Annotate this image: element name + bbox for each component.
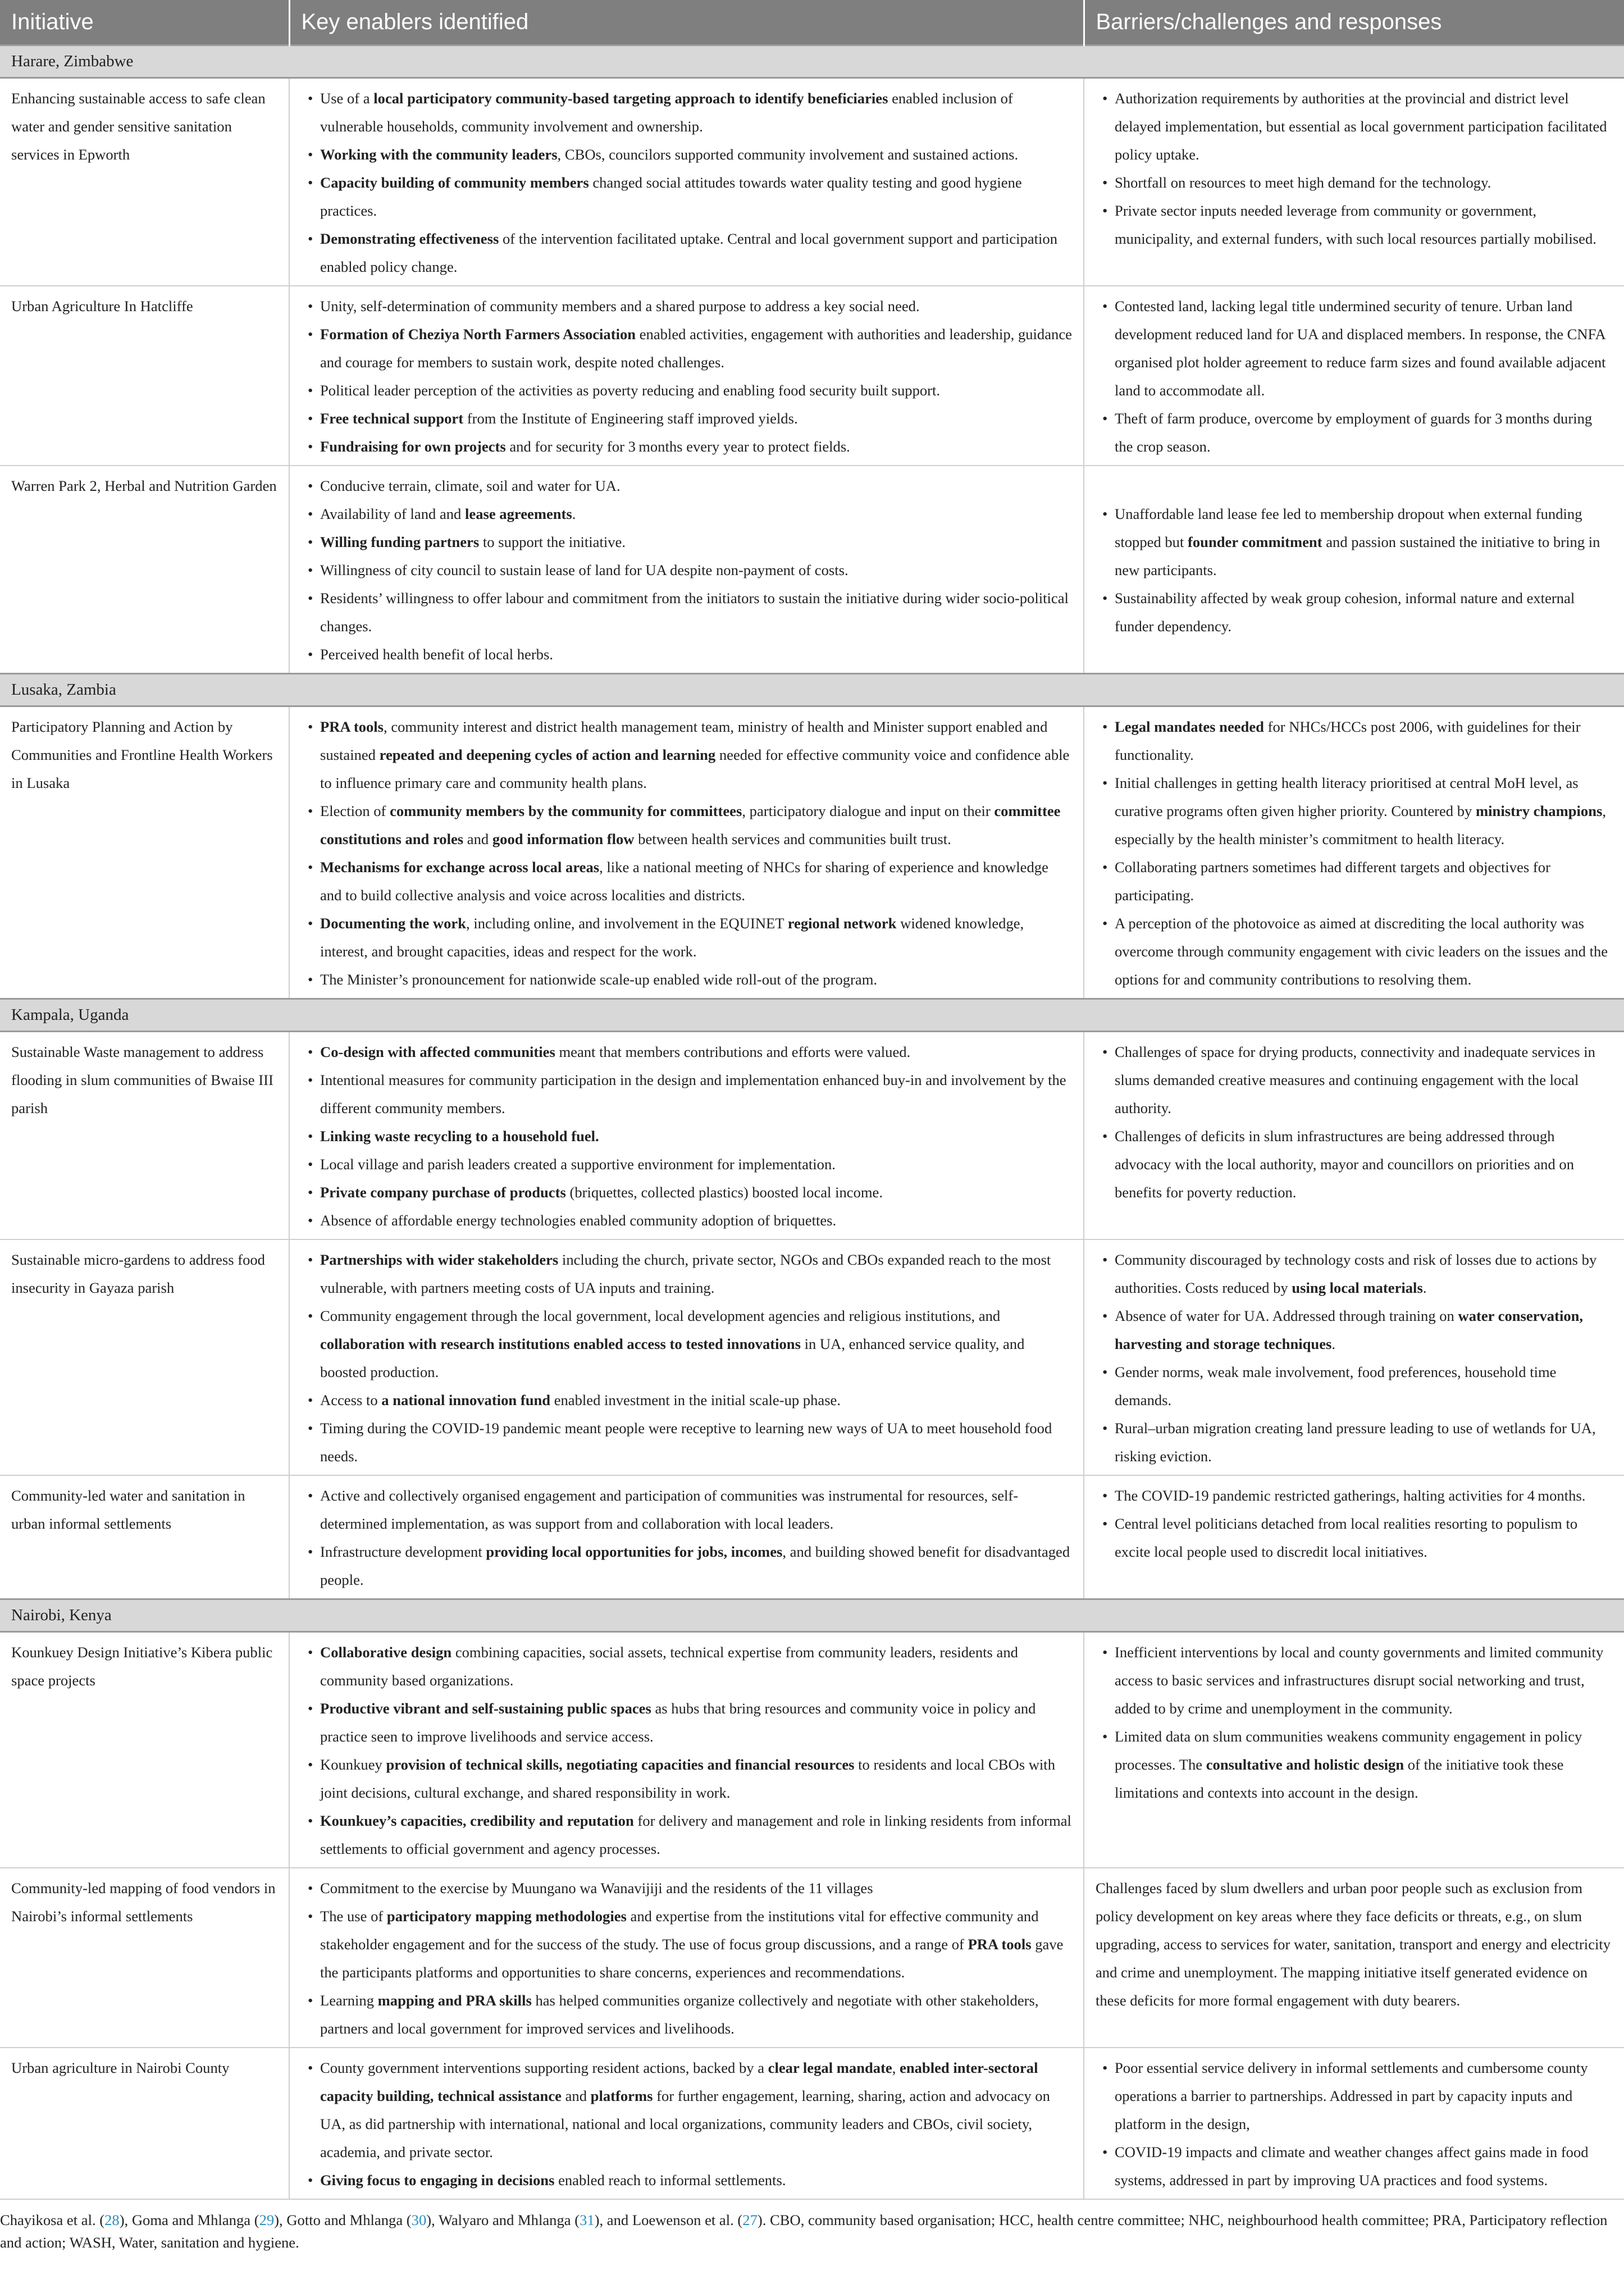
text-run: The Minister’s pronouncement for nationwide scale-up enabled wide roll-out of the program. <box>320 970 878 988</box>
list-item <box>301 1206 1072 1234</box>
table-row <box>0 286 1624 466</box>
text-run: . <box>572 505 576 522</box>
header-key-enablers: Key enablers identified <box>289 0 1084 45</box>
bold-text: Giving focus to engaging in decisions <box>320 2171 555 2189</box>
enablers-cell <box>289 466 1084 674</box>
bold-text: provision of technical skills, negotiating capacities and financial resources <box>386 1756 855 1773</box>
enablers-cell <box>289 706 1084 999</box>
barriers-cell <box>1084 1031 1624 1239</box>
text-run: . <box>1422 1279 1427 1296</box>
list-item <box>1096 584 1613 640</box>
list-item <box>301 1386 1072 1414</box>
table-row <box>0 1239 1624 1475</box>
bold-text: regional network <box>787 914 897 932</box>
region-row <box>0 45 1624 77</box>
text-run: for further engagement, learning, sharing, action and advocacy on UA, as did partnership with international, national and local organizations, community leaders and CBOs, civil society, academia, and private sector. <box>320 2087 1050 2160</box>
list-item <box>301 1178 1072 1206</box>
region-row <box>0 999 1624 1031</box>
table-footnote <box>0 2200 1624 2254</box>
enablers-list <box>301 2054 1072 2194</box>
text-run: for NHCs/HCCs post 2006, with guidelines for their functionality. <box>1115 718 1581 763</box>
bold-text: committee constitutions and roles <box>320 802 1061 847</box>
barriers-list <box>1096 1481 1613 1566</box>
list-item <box>301 376 1072 404</box>
bold-text: Formation of Cheziya North Farmers Association <box>320 325 636 343</box>
bold-text: lease agreements <box>465 505 572 522</box>
list-item <box>301 404 1072 432</box>
bold-text: using local materials <box>1292 1279 1423 1296</box>
bold-text: enabled inter-sectoral capacity building, technical assistance <box>320 2059 1038 2104</box>
barriers-cell <box>1084 2048 1624 2199</box>
list-item <box>1096 1038 1613 1122</box>
initiative-cell: Sustainable Waste management to address flooding in slum communities of Bwaise III parish <box>0 1031 289 1239</box>
list-item <box>301 584 1072 640</box>
list-item <box>1096 1510 1613 1566</box>
reference-link[interactable]: 31 <box>580 2211 595 2228</box>
text-run: Collaborating partners sometimes had different targets and objectives for participating. <box>1115 858 1550 904</box>
table-row <box>0 1475 1624 1599</box>
list-item <box>301 292 1072 320</box>
enablers-cell <box>289 1031 1084 1239</box>
text-run: as hubs that bring resources and community voice in policy and practice seen to improve livelihoods and service access. <box>320 1699 1036 1745</box>
region-name: Harare, Zimbabwe <box>0 45 1624 77</box>
list-item <box>1096 500 1613 584</box>
barriers-cell <box>1084 1239 1624 1475</box>
list-item <box>301 797 1072 853</box>
barriers-list <box>1096 1246 1613 1470</box>
bold-text: Mechanisms for exchange across local areas <box>320 858 600 876</box>
list-item <box>301 1066 1072 1122</box>
text-run: widened knowledge, interest, and brought capacities, ideas and respect for the work. <box>320 914 1024 960</box>
list-item <box>301 1902 1072 1986</box>
list-item <box>301 432 1072 461</box>
list-item <box>1096 404 1613 461</box>
barriers-list <box>1096 1038 1613 1206</box>
reference-link[interactable]: 30 <box>411 2211 427 2228</box>
text-run: Commitment to the exercise by Muungano wa Wanavijiji and the residents of the 11 villages <box>320 1879 873 1897</box>
list-item <box>301 472 1072 500</box>
list-item <box>301 1122 1072 1150</box>
initiative-cell: Sustainable micro-gardens to address food insecurity in Gayaza parish <box>0 1239 289 1475</box>
text-run: and <box>463 830 492 847</box>
text-run: Election of <box>320 802 390 819</box>
barriers-cell <box>1084 1475 1624 1599</box>
list-item <box>1096 168 1613 197</box>
text-run: , community interest and district health management team, ministry of health and Minister support enabled and sustained <box>320 718 1048 763</box>
enablers-list <box>301 1246 1072 1470</box>
region-row <box>0 673 1624 706</box>
list-item <box>1096 1638 1613 1722</box>
enablers-list <box>301 472 1072 668</box>
barriers-list <box>1096 500 1613 640</box>
bold-text: Working with the community leaders <box>320 145 558 163</box>
text-run: Residents’ willingness to offer labour and commitment from the initiators to sustain the initiative during wider socio-political changes. <box>320 589 1069 635</box>
barriers-paragraph <box>1096 1874 1613 2014</box>
text-run: Authorization requirements by authorities at the provincial and district level delayed implementation, but essential as local government participation facilitated policy uptake. <box>1115 89 1607 163</box>
footnote-text: ). CBO, community based organisation; HCC, health centre committee; NHC, neighbourhood health committee; PRA, Participatory reflection and action; WASH, Water, sanitation and hygiene. <box>0 2211 1608 2251</box>
reference-link[interactable]: 27 <box>742 2211 758 2228</box>
region-name: Kampala, Uganda <box>0 999 1624 1031</box>
text-run: between health services and communities built trust. <box>634 830 951 847</box>
barriers-list <box>1096 2054 1613 2194</box>
text-run: needed for effective community voice and confidence able to influence primary care and community health plans. <box>320 746 1070 791</box>
list-item <box>301 500 1072 528</box>
text-run: Central level politicians detached from local realities resorting to populism to excite local people used to discredit local initiatives. <box>1115 1515 1578 1560</box>
text-run: Challenges faced by slum dwellers and urban poor people such as exclusion from policy development on key areas where they face deficits or threats, e.g., on slum upgrading, access to services for water, sanitation, transport and energy and electricity and crime and unemployment. The mapping initiative itself generated evidence on these deficits for more formal engagement with duty bearers. <box>1096 1879 1611 2009</box>
bold-text: Capacity building of community members <box>320 174 589 191</box>
enablers-list <box>301 1638 1072 1863</box>
text-run: in UA, enhanced service quality, and boosted production. <box>320 1335 1025 1380</box>
bold-text: providing local opportunities for jobs, incomes <box>486 1543 783 1560</box>
barriers-list <box>1096 713 1613 993</box>
table-row <box>0 1631 1624 1868</box>
text-run: Absence of affordable energy technologies enabled community adoption of briquettes. <box>320 1211 837 1229</box>
text-run: , and building showed benefit for disadvantaged people. <box>320 1543 1070 1588</box>
text-run: Rural–urban migration creating land pressure leading to use of wetlands for UA, risking eviction. <box>1115 1419 1596 1465</box>
footnote-text: ), Gotto and Mhlanga ( <box>274 2211 412 2228</box>
list-item <box>301 528 1072 556</box>
enablers-list <box>301 713 1072 993</box>
bold-text: Willing funding partners <box>320 533 480 550</box>
text-run: Intentional measures for community participation in the design and implementation enhanced buy-in and involvement by the different community members. <box>320 1071 1066 1116</box>
barriers-cell <box>1084 1868 1624 2048</box>
text-run: Shortfall on resources to meet high demand for the technology. <box>1115 174 1491 191</box>
text-run: Access to <box>320 1391 382 1408</box>
text-run: Infrastructure development <box>320 1543 486 1560</box>
bold-text: PRA tools <box>320 718 384 735</box>
text-run: Active and collectively organised engagement and participation of communities was instrumental for resources, self-determined implementation, as was support from and collaboration with local leaders. <box>320 1487 1019 1532</box>
text-run: and expertise from the institutions vital for effective community and stakeholder engagement and for the success of the study. The use of focus group discussions, and a range of <box>320 1907 1039 1953</box>
text-run: for delivery and management and role in linking residents from informal settlements to official government and agency processes. <box>320 1812 1071 1857</box>
bold-text: Linking waste recycling to a household fuel. <box>320 1127 599 1145</box>
enablers-cell <box>289 1631 1084 1868</box>
table-header <box>0 0 1624 45</box>
barriers-cell <box>1084 286 1624 466</box>
text-run: , including online, and involvement in the EQUINET <box>466 914 788 932</box>
barriers-cell <box>1084 466 1624 674</box>
list-item <box>1096 2138 1613 2194</box>
bold-text: collaboration with research institutions enabled access to tested innovations <box>320 1335 801 1352</box>
text-run: (briquettes, collected plastics) boosted local income. <box>565 1183 883 1201</box>
enablers-list <box>301 84 1072 281</box>
text-run: County government interventions supporting resident actions, backed by a <box>320 2059 768 2076</box>
bold-text: Productive vibrant and self-sustaining public spaces <box>320 1699 651 1717</box>
bold-text: consultative and holistic design <box>1206 1756 1404 1773</box>
reference-link[interactable]: 28 <box>104 2211 120 2228</box>
text-run: enabled investment in the initial scale-up phase. <box>550 1391 841 1408</box>
text-run: , like a national meeting of NHCs for sharing of experience and knowledge and to build collective analysis and voice across localities and districts. <box>320 858 1048 904</box>
initiative-cell: Participatory Planning and Action by Communities and Frontline Health Workers in Lusaka <box>0 706 289 999</box>
list-item <box>1096 292 1613 404</box>
text-run: Timing during the COVID-19 pandemic meant people were receptive to learning new ways of UA to meet household food needs. <box>320 1419 1052 1465</box>
footnote-text: ), Goma and Mhlanga ( <box>119 2211 259 2228</box>
table-row <box>0 706 1624 999</box>
bold-text: Partnerships with wider stakeholders <box>320 1251 559 1268</box>
list-item <box>1096 1302 1613 1358</box>
bold-text: Free technical support <box>320 409 464 427</box>
bold-text: Demonstrating effectiveness <box>320 230 499 247</box>
list-item <box>301 853 1072 909</box>
bold-text: good information flow <box>492 830 635 847</box>
list-item <box>301 225 1072 281</box>
text-run: Theft of farm produce, overcome by employment of guards for 3 months during the crop season. <box>1115 409 1593 455</box>
text-run: Community discouraged by technology costs and risk of losses due to actions by authorities. Costs reduced by <box>1115 1251 1597 1296</box>
initiative-cell: Kounkuey Design Initiative’s Kibera public space projects <box>0 1631 289 1868</box>
text-run: , <box>892 2059 900 2076</box>
text-run: , CBOs, councilors supported community involvement and sustained actions. <box>557 145 1019 163</box>
barriers-list <box>1096 1638 1613 1807</box>
list-item <box>301 713 1072 797</box>
bold-text: Kounkuey’s capacities, credibility and reputation <box>320 1812 634 1829</box>
text-run: has helped communities organize collectively and negotiate with other stakeholders, partners and local government for improved services and livelihoods. <box>320 1991 1039 2037</box>
text-run: changed social attitudes towards water quality testing and good hygiene practices. <box>320 174 1022 219</box>
footnote-text: Chayikosa et al. ( <box>0 2211 105 2228</box>
list-item <box>1096 84 1613 168</box>
footnote-text: ), Walyaro and Mhlanga ( <box>426 2211 580 2228</box>
text-run: and for security for 3 months every year to protect fields. <box>505 437 850 455</box>
initiative-cell: Urban agriculture in Nairobi County <box>0 2048 289 2199</box>
list-item <box>1096 1414 1613 1470</box>
table-row <box>0 77 1624 286</box>
enablers-list <box>301 292 1072 461</box>
list-item <box>301 1874 1072 1902</box>
list-item <box>301 1750 1072 1807</box>
text-run: Kounkuey <box>320 1756 386 1773</box>
barriers-list <box>1096 292 1613 461</box>
bold-text: Fundraising for own projects <box>320 437 506 455</box>
text-run: COVID-19 impacts and climate and weather changes affect gains made in food systems, addressed in part by improving UA practices and food systems. <box>1115 2143 1589 2189</box>
bold-text: Legal mandates needed <box>1115 718 1264 735</box>
text-run: to residents and local CBOs with joint decisions, cultural exchange, and shared responsibility in work. <box>320 1756 1055 1801</box>
list-item <box>301 640 1072 668</box>
header-initiative: Initiative <box>0 0 289 45</box>
text-run: Unaffordable land lease fee led to membership dropout when external funding stopped but <box>1115 505 1582 550</box>
text-run: meant that members contributions and efforts were valued. <box>555 1043 911 1060</box>
barriers-list <box>1096 84 1613 253</box>
enablers-list <box>301 1481 1072 1594</box>
list-item <box>301 1986 1072 2043</box>
text-run: and <box>561 2087 591 2104</box>
initiative-cell: Urban Agriculture In Hatcliffe <box>0 286 289 466</box>
text-run: Limited data on slum communities weakens community engagement in policy processes. The <box>1115 1727 1582 1773</box>
bold-text: Documenting the work <box>320 914 467 932</box>
region-name: Nairobi, Kenya <box>0 1599 1624 1631</box>
list-item <box>301 168 1072 225</box>
list-item <box>301 140 1072 168</box>
list-item <box>1096 1358 1613 1414</box>
list-item <box>1096 909 1613 993</box>
text-run: gave the participants platforms and opportunities to share concerns, experiences and recommendations. <box>320 1935 1064 1981</box>
list-item <box>1096 2054 1613 2138</box>
list-item <box>301 1302 1072 1386</box>
text-run: Challenges of deficits in slum infrastructures are being addressed through advocacy with the local authority, mayor and councillors on priorities and on benefits for poverty reduction. <box>1115 1127 1575 1201</box>
enablers-list <box>301 1038 1072 1234</box>
bold-text: mapping and PRA skills <box>377 1991 532 2009</box>
text-run: A perception of the photovoice as aimed at discrediting the local authority was overcome through community engagement with civic leaders on the issues and the options for and community contributions to resolving them. <box>1115 914 1608 988</box>
bold-text: participatory mapping methodologies <box>386 1907 627 1925</box>
list-item <box>1096 1246 1613 1302</box>
enablers-cell <box>289 2048 1084 2199</box>
text-run: Learning <box>320 1991 378 2009</box>
text-run: Political leader perception of the activities as poverty reducing and enabling food security built support. <box>320 381 941 399</box>
list-item <box>1096 1122 1613 1206</box>
table-row <box>0 466 1624 674</box>
bold-text: water conservation, harvesting and storage techniques <box>1115 1307 1584 1352</box>
bold-text: clear legal mandate <box>768 2059 892 2076</box>
text-run: Initial challenges in getting health literacy prioritised at central MoH level, as curative programs often given higher priority. Countered by <box>1115 774 1579 819</box>
text-run: enabled inclusion of vulnerable households, community involvement and ownership. <box>320 89 1013 135</box>
list-item <box>1096 853 1613 909</box>
initiative-cell: Community-led water and sanitation in urban informal settlements <box>0 1475 289 1599</box>
barriers-cell <box>1084 77 1624 286</box>
text-run: Use of a <box>320 89 374 107</box>
enablers-cell <box>289 1868 1084 2048</box>
text-run: The COVID-19 pandemic restricted gatherings, halting activities for 4 months. <box>1115 1487 1586 1504</box>
enablers-list <box>301 1874 1072 2043</box>
text-run: Poor essential service delivery in informal settlements and cumbersome county operations a barrier to partnerships. Addressed in part by capacity inputs and platform in the design, <box>1115 2059 1588 2132</box>
list-item <box>301 2054 1072 2166</box>
list-item <box>1096 1722 1613 1807</box>
text-run: combining capacities, social assets, technical expertise from community leaders, residents and community based organizations. <box>320 1643 1018 1689</box>
text-run: . <box>1331 1335 1336 1352</box>
initiative-cell: Community-led mapping of food vendors in Nairobi’s informal settlements <box>0 1868 289 2048</box>
list-item <box>1096 713 1613 769</box>
text-run: , especially by the health minister’s commitment to health literacy. <box>1115 802 1606 847</box>
text-run: to support the initiative. <box>479 533 626 550</box>
text-run: Willingness of city council to sustain lease of land for UA despite non-payment of costs. <box>320 561 849 578</box>
list-item <box>301 2166 1072 2194</box>
enablers-cell <box>289 1475 1084 1599</box>
bold-text: a national innovation fund <box>381 1391 551 1408</box>
region-row <box>0 1599 1624 1631</box>
bold-text: Co-design with affected communities <box>320 1043 555 1060</box>
bold-text: ministry champions <box>1476 802 1603 819</box>
enablers-cell <box>289 77 1084 286</box>
header-barriers: Barriers/challenges and responses <box>1084 0 1624 45</box>
text-run: Perceived health benefit of local herbs. <box>320 645 553 663</box>
reference-link[interactable]: 29 <box>259 2211 275 2228</box>
list-item <box>301 320 1072 376</box>
list-item <box>301 965 1072 993</box>
table-row <box>0 1031 1624 1239</box>
bold-text: repeated and deepening cycles of action and learning <box>379 746 716 763</box>
enablers-cell <box>289 286 1084 466</box>
list-item <box>301 1807 1072 1863</box>
text-run: The use of <box>320 1907 387 1925</box>
text-run: enabled reach to informal settlements. <box>554 2171 786 2189</box>
barriers-cell <box>1084 1631 1624 1868</box>
text-run: Sustainability affected by weak group cohesion, informal nature and external funder dependency. <box>1115 589 1575 635</box>
barriers-cell <box>1084 706 1624 999</box>
text-run: Contested land, lacking legal title undermined security of tenure. Urban land development reduced land for UA and displaced members. In response, the CNFA organised plot holder agreement to reduce farm sizes and found available adjacent land to accommodate all. <box>1115 297 1606 399</box>
text-run: Community engagement through the local government, local development agencies and religious institutions, and <box>320 1307 1001 1324</box>
text-run: Absence of water for UA. Addressed through training on <box>1115 1307 1458 1324</box>
text-run: Conducive terrain, climate, soil and water for UA. <box>320 477 621 494</box>
list-item <box>301 1038 1072 1066</box>
text-run: Local village and parish leaders created a supportive environment for implementation. <box>320 1155 836 1173</box>
list-item <box>1096 197 1613 253</box>
list-item <box>301 1694 1072 1750</box>
text-run: Availability of land and <box>320 505 465 522</box>
bold-text: platforms <box>590 2087 653 2104</box>
bold-text: Collaborative design <box>320 1643 452 1661</box>
list-item <box>1096 1481 1613 1510</box>
bold-text: founder commitment <box>1188 533 1322 550</box>
list-item <box>301 1481 1072 1538</box>
table-row <box>0 1868 1624 2048</box>
list-item <box>301 1638 1072 1694</box>
text-run: Challenges of space for drying products, connectivity and inadequate services in slums demanded creative measures and continuing engagement with the local authority. <box>1115 1043 1595 1116</box>
text-run: Private sector inputs needed leverage from community or government, municipality, and external funders, with such local resources partially mobilised. <box>1115 202 1596 247</box>
text-run: and passion sustained the initiative to bring in new participants. <box>1115 533 1600 578</box>
bold-text: local participatory community-based targeting approach to identify beneficiaries <box>373 89 888 107</box>
text-run: , participatory dialogue and input on their <box>742 802 995 819</box>
initiative-cell: Enhancing sustainable access to safe clean water and gender sensitive sanitation services in Epworth <box>0 77 289 286</box>
list-item <box>301 1150 1072 1178</box>
text-run: enabled activities, engagement with authorities and leadership, guidance and courage for members to sustain work, despite noted challenges. <box>320 325 1072 371</box>
list-item <box>1096 769 1613 853</box>
table-row <box>0 2048 1624 2199</box>
text-run: including the church, private sector, NGOs and CBOs expanded reach to the most vulnerable, with partners meeting costs of UA inputs and training. <box>320 1251 1051 1296</box>
bold-text: PRA tools <box>968 1935 1032 1953</box>
initiative-cell: Warren Park 2, Herbal and Nutrition Garden <box>0 466 289 674</box>
text-run: of the intervention facilitated uptake. Central and local government support and participation enabled policy change. <box>320 230 1058 275</box>
footnote-text: ), and Loewenson et al. ( <box>594 2211 743 2228</box>
list-item <box>301 1538 1072 1594</box>
text-run: Inefficient interventions by local and county governments and limited community access to basic services and infrastructures disrupt social networking and trust, added to by crime and unemployment in the community. <box>1115 1643 1604 1717</box>
bold-text: community members by the community for committees <box>390 802 742 819</box>
list-item <box>301 1246 1072 1302</box>
list-item <box>301 556 1072 584</box>
text-run: of the initiative took these limitations and contexts into account in the design. <box>1115 1756 1564 1801</box>
list-item <box>301 84 1072 140</box>
list-item <box>301 1414 1072 1470</box>
region-name: Lusaka, Zambia <box>0 673 1624 706</box>
list-item <box>301 909 1072 965</box>
text-run: Gender norms, weak male involvement, food preferences, household time demands. <box>1115 1363 1557 1408</box>
bold-text: Private company purchase of products <box>320 1183 566 1201</box>
text-run: from the Institute of Engineering staff improved yields. <box>463 409 798 427</box>
table-body <box>0 45 1624 2199</box>
enablers-cell <box>289 1239 1084 1475</box>
text-run: Unity, self-determination of community members and a shared purpose to address a key social need. <box>320 297 920 314</box>
